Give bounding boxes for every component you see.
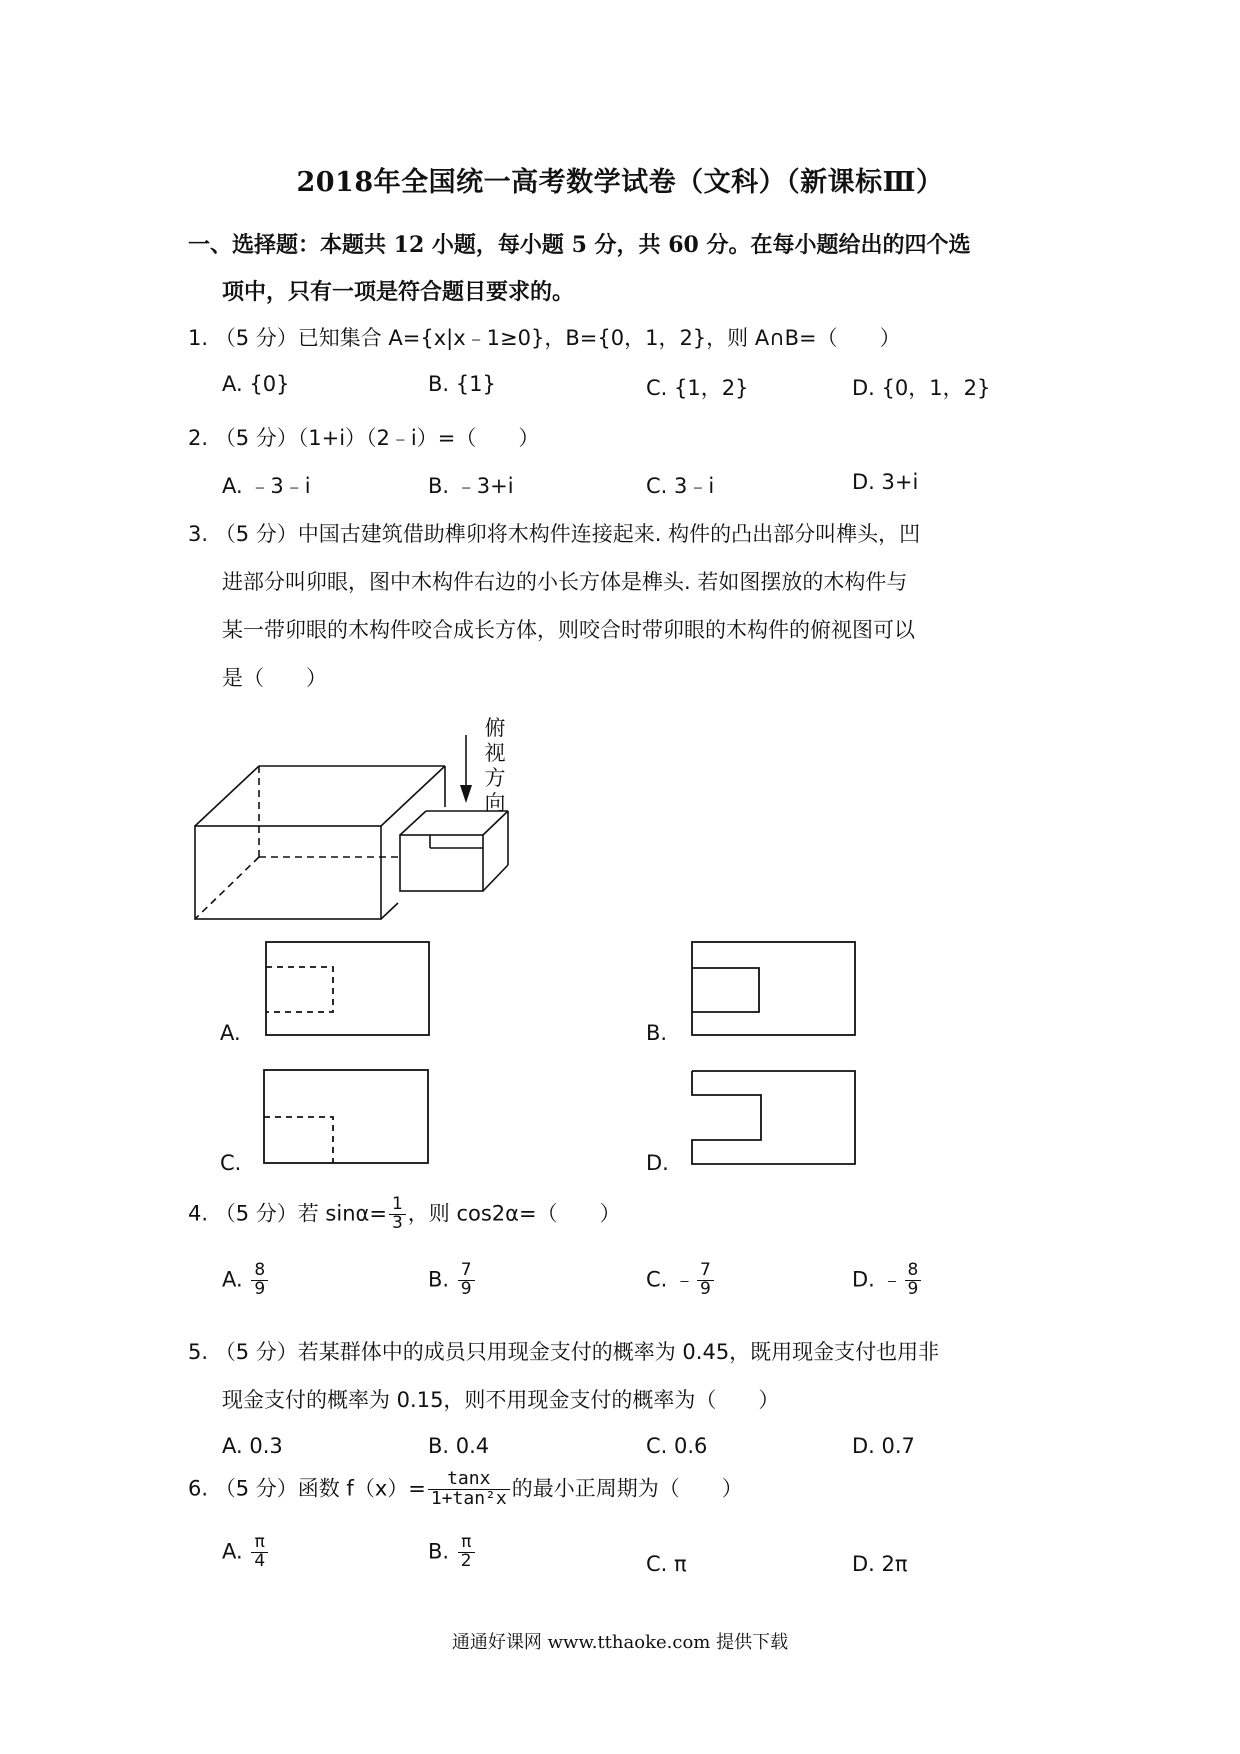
q4-stem-suffix: ，则 cos2α=（ ） xyxy=(407,1201,621,1226)
q4-fraction-num: 1 xyxy=(389,1196,406,1215)
q3-figure-c xyxy=(264,1070,428,1163)
section-heading-line2: 项中，只有一项是符合题目要求的。 xyxy=(222,279,575,305)
q5-option-d: D. 0.7 xyxy=(852,1434,915,1458)
option-label: A. xyxy=(222,1539,243,1564)
q6-stem-suffix: 的最小正周期为（ ） xyxy=(511,1476,743,1501)
question-3-line1: 3. （5 分）中国古建筑借助榫卯将木构件连接起来. 构件的凸出部分叫榫头，凹 xyxy=(188,522,921,546)
fraction-num: π xyxy=(458,1534,475,1553)
fraction-den: 9 xyxy=(907,1278,919,1299)
q6-option-a xyxy=(222,1534,270,1571)
question-5-line2: 现金支付的概率为 0.15，则不用现金支付的概率为（ ） xyxy=(222,1388,780,1412)
question-2-stem: 2. （5 分）（1+i）（2﹣i）=（ ） xyxy=(188,426,540,450)
option-label: B. xyxy=(428,1539,450,1564)
option-label: A. xyxy=(222,1267,243,1292)
question-4-stem xyxy=(188,1196,621,1233)
option-label: B. xyxy=(428,1267,450,1292)
q1-option-a: A. {0} xyxy=(222,372,290,396)
question-1-stem: 1. （5 分）已知集合 A={x|x﹣1≥0}，B={0，1，2}，则 A∩B=（ ） xyxy=(188,326,901,350)
q6-option-d xyxy=(852,1552,908,1576)
q4-option-d xyxy=(852,1262,923,1299)
q3-option-d-label: D. xyxy=(646,1151,669,1175)
q1-option-d: D. {0，1，2} xyxy=(852,376,991,400)
q4-stem-prefix: 4. （5 分）若 sinα= xyxy=(188,1201,387,1226)
fraction-den: 9 xyxy=(700,1278,711,1299)
q6-option-b xyxy=(428,1534,477,1571)
q4-fraction xyxy=(389,1196,406,1233)
option-label: D. xyxy=(852,1267,875,1292)
q2-option-a: A. ﹣3﹣i xyxy=(222,474,311,498)
q4-option-b xyxy=(428,1262,477,1299)
fraction-num: 7 xyxy=(697,1262,714,1281)
fraction-num: 7 xyxy=(458,1262,475,1281)
section-heading-line1: 一、选择题：本题共 12 小题，每小题 5 分，共 60 分。在每小题给出的四个选 xyxy=(188,232,971,258)
question-5-line1: 5. （5 分）若某群体中的成员只用现金支付的概率为 0.45，既用现金支付也用非 xyxy=(188,1340,940,1364)
q5-option-b: B. 0.4 xyxy=(428,1434,490,1458)
question-3-line2: 进部分叫卯眼，图中木构件右边的小长方体是榫头. 若如图摆放的木构件与 xyxy=(222,570,908,594)
option-value: 2π xyxy=(881,1552,908,1576)
fraction-den: 2 xyxy=(460,1550,472,1571)
fraction-num: π xyxy=(251,1534,268,1553)
option-label: C. xyxy=(646,1267,668,1292)
q6-fraction xyxy=(428,1470,510,1509)
view-label-char: 视 xyxy=(484,741,506,765)
option-value: π xyxy=(674,1552,687,1576)
q3-figure-a xyxy=(266,942,429,1035)
q3-figure-b xyxy=(692,942,855,1035)
option-label: D. xyxy=(852,1552,875,1576)
option-fraction xyxy=(458,1262,475,1299)
fraction-num: 8 xyxy=(251,1262,268,1281)
q4-option-c xyxy=(646,1262,716,1299)
question-6-stem xyxy=(188,1470,743,1509)
view-label-char: 向 xyxy=(484,791,506,815)
q4-option-a xyxy=(222,1262,270,1299)
view-label-char: 方 xyxy=(484,766,506,790)
question-3-line4: 是（ ） xyxy=(222,666,327,690)
q6-option-c xyxy=(646,1552,687,1576)
view-label-char: 俯 xyxy=(484,716,506,740)
option-fraction xyxy=(697,1262,714,1299)
option-fraction xyxy=(251,1534,268,1571)
page-title: 2018年全国统一高考数学试卷（文科）（新课标Ⅲ） xyxy=(296,167,944,198)
q3-option-b-label: B. xyxy=(646,1021,668,1045)
q2-option-b: B. ﹣3+i xyxy=(428,474,514,498)
fraction-den: 9 xyxy=(460,1278,472,1299)
q5-option-c: C. 0.6 xyxy=(646,1434,708,1458)
option-fraction xyxy=(251,1262,268,1299)
q1-option-c: C. {1，2} xyxy=(646,376,749,400)
q6-fraction-num: tanx xyxy=(428,1470,510,1490)
q5-option-a: A. 0.3 xyxy=(222,1434,283,1458)
page-footer: 通通好课网 www.tthaoke.com 提供下载 xyxy=(451,1632,789,1653)
q3-option-c-label: C. xyxy=(220,1151,242,1175)
option-fraction xyxy=(458,1534,475,1571)
q4-fraction-den: 3 xyxy=(391,1212,403,1233)
option-sign: ﹣ xyxy=(674,1267,696,1292)
fraction-den: 4 xyxy=(254,1550,266,1571)
q3-option-a-label: A. xyxy=(220,1021,241,1045)
option-label: C. xyxy=(646,1552,668,1576)
q6-stem-prefix: 6. （5 分）函数 f（x）= xyxy=(188,1476,426,1501)
fraction-den: 9 xyxy=(254,1278,266,1299)
q3-figure-d xyxy=(692,1071,855,1164)
option-sign: ﹣ xyxy=(881,1267,903,1292)
q2-option-d: D. 3+i xyxy=(852,470,919,494)
q6-fraction-den: 1+tan²x xyxy=(430,1487,507,1509)
question-3-line3: 某一带卯眼的木构件咬合成长方体，则咬合时带卯眼的木构件的俯视图可以 xyxy=(222,618,915,642)
option-fraction xyxy=(905,1262,922,1299)
q1-option-b: B. {1} xyxy=(428,372,496,396)
q2-option-c: C. 3﹣i xyxy=(646,474,715,498)
fraction-num: 8 xyxy=(905,1262,922,1281)
